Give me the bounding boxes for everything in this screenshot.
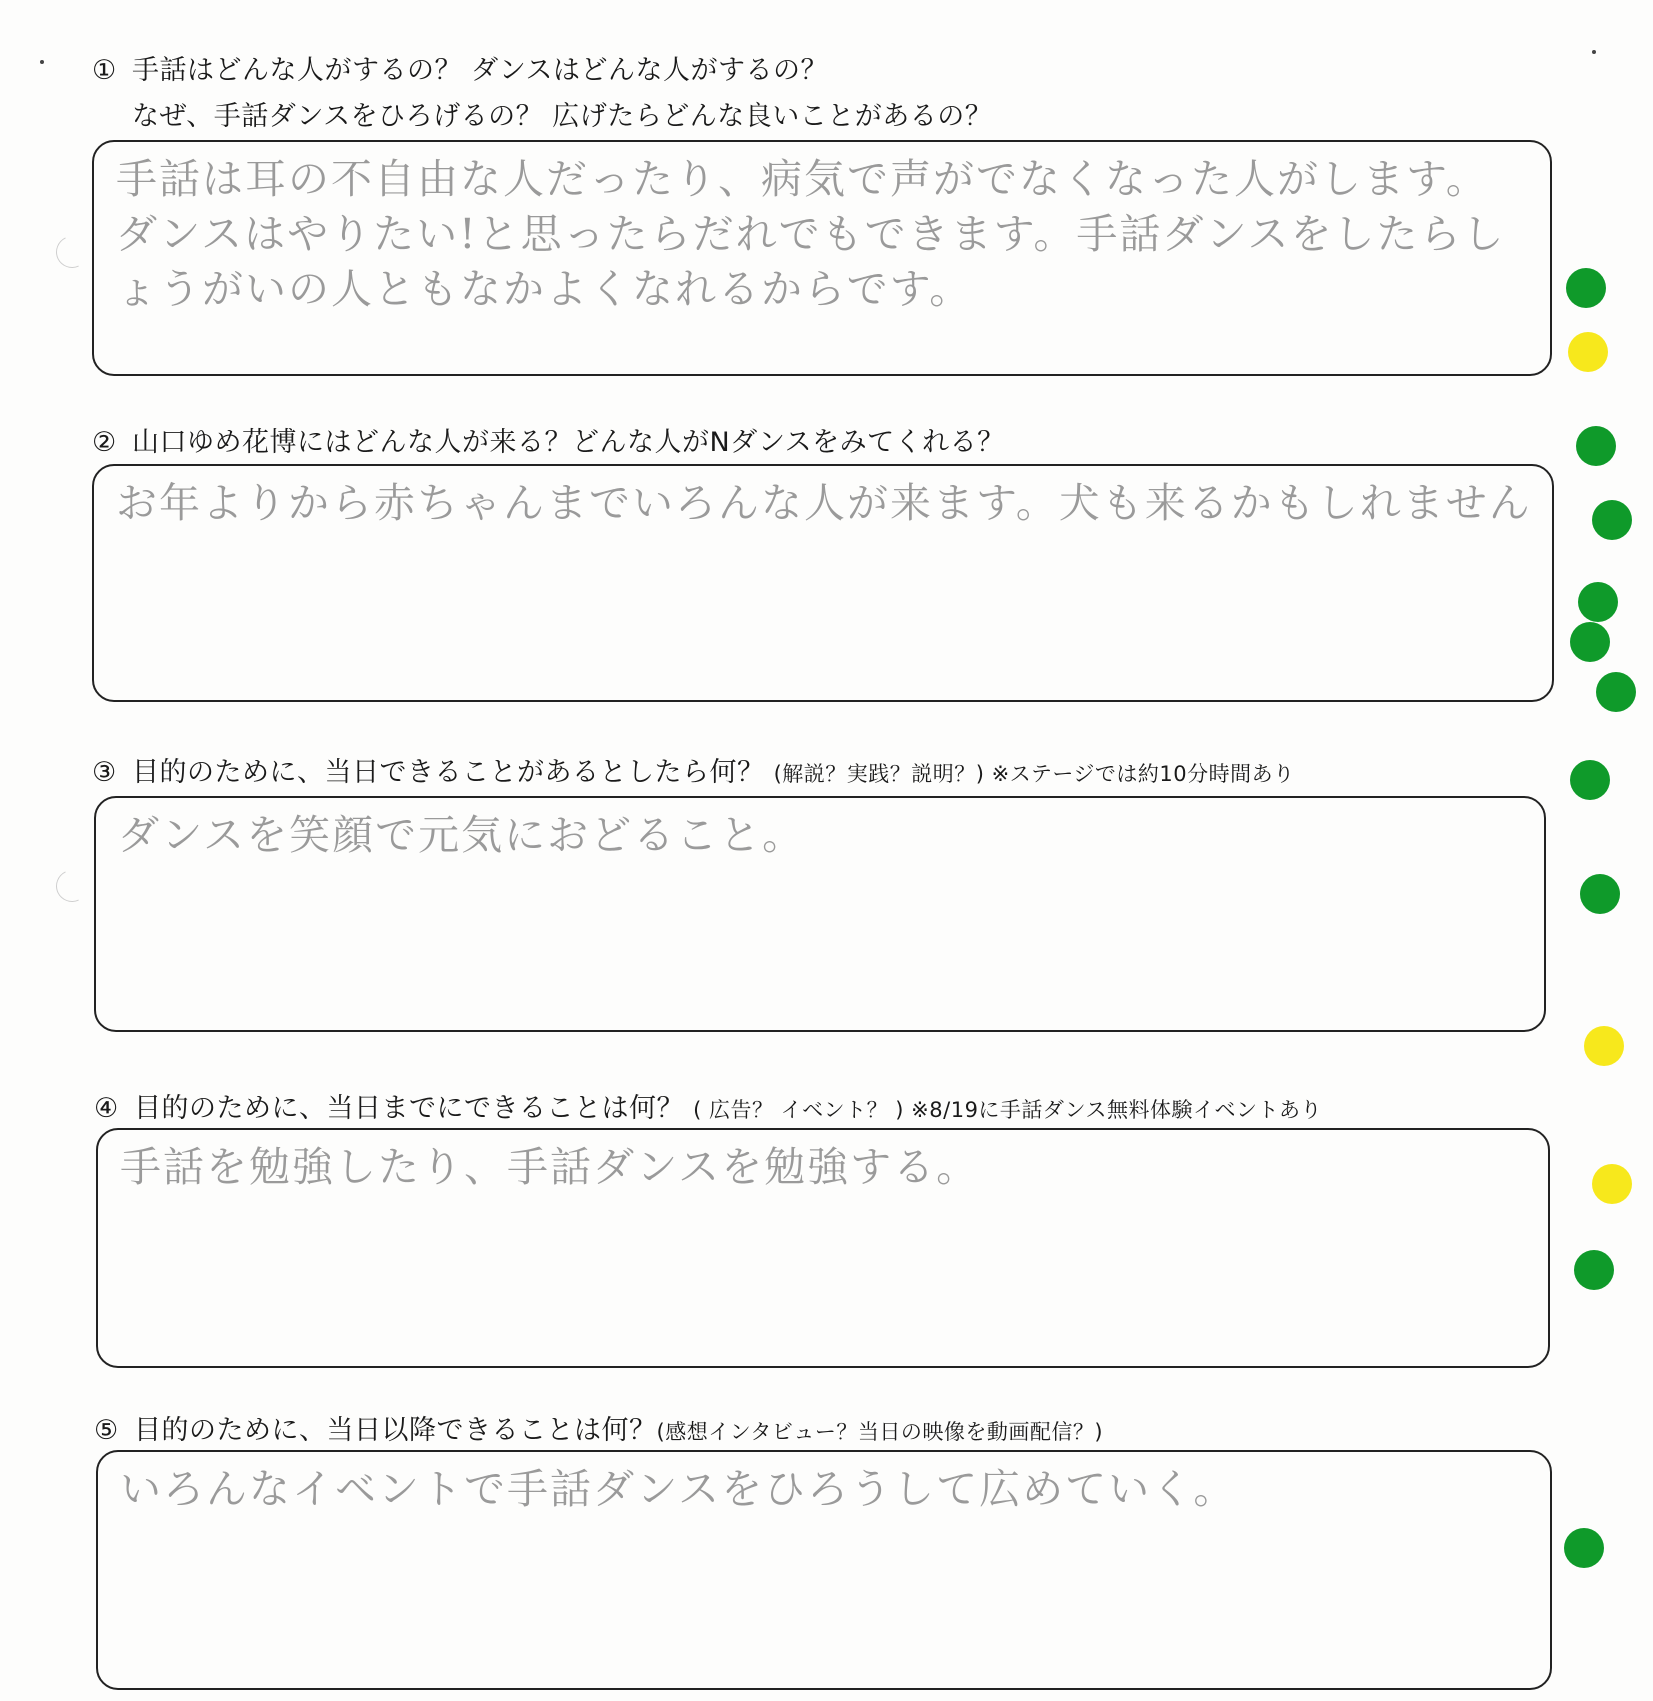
question-1 xyxy=(92,48,992,140)
answer-box-4[interactable] xyxy=(96,1128,1550,1368)
speck-top-right xyxy=(1592,50,1596,54)
green-sticker-dot xyxy=(1578,582,1618,622)
answer-4-handwriting: 手話を勉強したり、手話ダンスを勉強する。 xyxy=(120,1143,980,1191)
question-4-number: ④ xyxy=(94,1093,119,1124)
answer-box-5[interactable] xyxy=(96,1450,1552,1690)
question-3 xyxy=(92,750,1295,797)
question-5-note: (感想インタビュー？当日の映像を動画配信？) xyxy=(656,1420,1104,1444)
yellow-sticker-dot xyxy=(1568,332,1608,372)
question-5-number: ⑤ xyxy=(94,1415,119,1446)
answer-2-handwriting: お年よりから赤ちゃんまでいろんな人が来ます。犬も来るかもしれません xyxy=(116,479,1532,527)
question-1-number: ① xyxy=(92,55,117,86)
answer-1-handwriting: 手話は耳の不自由な人だったり、病気で声がでなくなった人がします。ダンスはやりたい!と思ったらだれでもできます。手話ダンスをしたらしょうがいの人ともなかよくなれるからです。 xyxy=(116,155,1506,313)
question-1-line2: なぜ、手話ダンスをひろげるの？ 広げたらどんな良いことがあるの？ xyxy=(132,101,993,132)
yellow-sticker-dot xyxy=(1592,1164,1632,1204)
punch-hole-mark-bottom xyxy=(51,865,92,906)
green-sticker-dot xyxy=(1564,1528,1604,1568)
question-5 xyxy=(94,1408,1103,1455)
question-4-note: ( 広告？ イベント？ ) ※8/19に手話ダンス無料体験イベントあり xyxy=(693,1098,1323,1122)
question-4-line1: 目的のために、当日までにできることは何？ xyxy=(134,1093,684,1124)
green-sticker-dot xyxy=(1576,426,1616,466)
green-sticker-dot xyxy=(1570,760,1610,800)
green-sticker-dot xyxy=(1592,500,1632,540)
question-2-line1: 山口ゆめ花博にはどんな人が来る？どんな人がNダンスをみてくれる？ xyxy=(132,427,1005,458)
green-sticker-dot xyxy=(1580,874,1620,914)
green-sticker-dot xyxy=(1574,1250,1614,1290)
answer-3-handwriting: ダンスを笑顔で元気におどること。 xyxy=(118,811,806,859)
question-3-line1: 目的のために、当日できることがあるとしたら何？ xyxy=(132,757,765,788)
speck-top-left xyxy=(40,60,44,64)
yellow-sticker-dot xyxy=(1584,1026,1624,1066)
punch-hole-mark-top xyxy=(51,231,92,272)
answer-box-1[interactable] xyxy=(92,140,1552,376)
question-3-note: (解説？実践？説明？) ※ステージでは約10分時間あり xyxy=(773,762,1295,786)
green-sticker-dot xyxy=(1570,622,1610,662)
question-3-number: ③ xyxy=(92,757,117,788)
question-2-number: ② xyxy=(92,427,117,458)
question-2 xyxy=(92,420,1005,466)
answer-5-handwriting: いろんなイベントで手話ダンスをひろうして広めていく。 xyxy=(120,1465,1237,1513)
green-sticker-dot xyxy=(1566,268,1606,308)
green-sticker-dot xyxy=(1596,672,1636,712)
question-4 xyxy=(94,1086,1322,1133)
answer-box-3[interactable] xyxy=(94,796,1546,1032)
question-5-line1: 目的のために、当日以降できることは何？ xyxy=(134,1415,657,1446)
question-1-line1: 手話はどんな人がするの？ ダンスはどんな人がするの？ xyxy=(132,55,829,86)
answer-box-2[interactable] xyxy=(92,464,1554,702)
